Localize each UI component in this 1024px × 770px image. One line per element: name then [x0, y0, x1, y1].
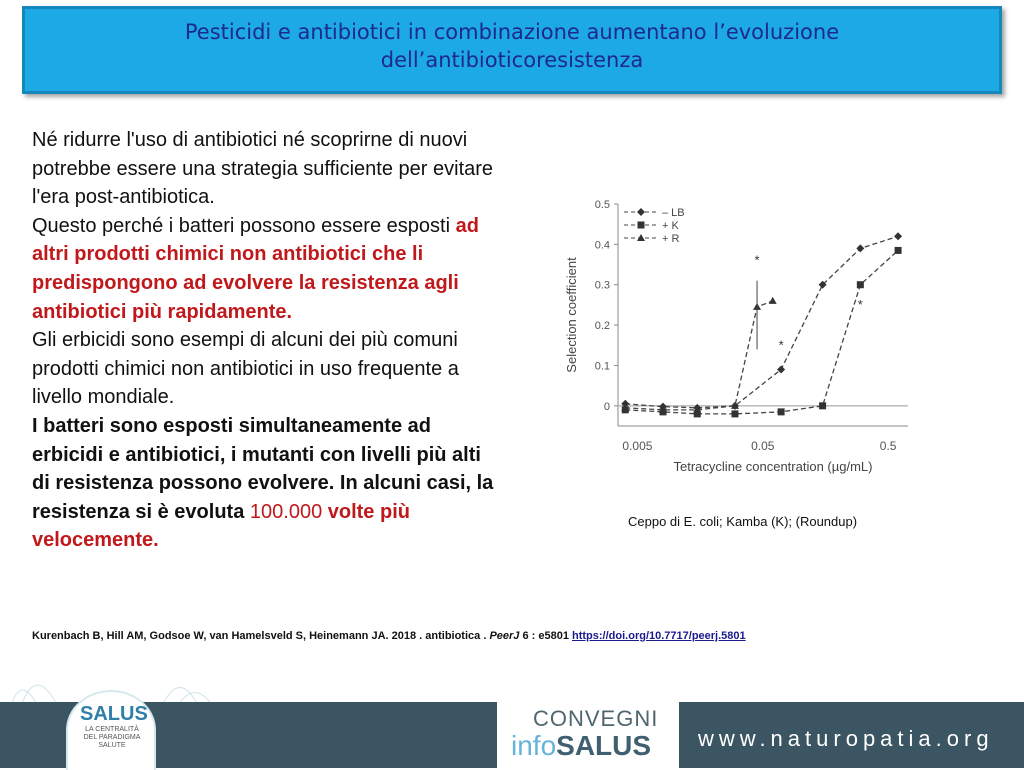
- y-tick-label: 0.5: [594, 199, 610, 211]
- reference-text: Kurenbach B, Hill AM, Godsoe W, van Hamelsveld S, Heinemann JA. 2018 . antibiotica .: [32, 630, 490, 642]
- paragraph-3: Gli erbicidi sono esempi di alcuni dei più comuni prodotti chimici non antibiotici in uso frequente a livello mondiale.: [32, 329, 459, 409]
- chart-point: [778, 408, 785, 415]
- chart-point: [769, 297, 777, 304]
- chart: [546, 190, 926, 482]
- x-tick-label: 0.05: [751, 439, 775, 453]
- website-link[interactable]: www.naturopatia.org: [698, 726, 994, 751]
- y-tick-label: 0.2: [594, 320, 610, 333]
- annotation-star: *: [857, 296, 863, 312]
- title-line-2: dell’antibioticoresistenza: [380, 48, 644, 72]
- reference: [32, 630, 746, 642]
- title-banner: [22, 6, 1002, 94]
- series-K: [622, 247, 902, 417]
- chart-point: [638, 222, 645, 229]
- convegni-label: CONVEGNI: [533, 706, 659, 731]
- salus-logo-tagline: LA CENTRALITÀ DEL PARADIGMA SALUTE: [83, 726, 141, 749]
- paragraph-1: Né ridurre l'uso di antibiotici né scoprirne di nuovi potrebbe essere una strategia sufficiente per evitare l'era post-antibiotica.: [32, 129, 494, 209]
- paragraph-2-highlight: ad altri prodotti chimici non antibiotici che li predispongono ad evolvere la resistenza agli antibiotici più rapidamente.: [32, 214, 479, 323]
- y-tick-label: 0.3: [594, 279, 610, 292]
- legend-label-K: + K: [662, 220, 679, 232]
- paragraph-2-start: Questo perché i batteri possono essere esposti: [32, 214, 456, 237]
- chart-point: [857, 281, 864, 288]
- legend-label-LB: – LB: [662, 207, 685, 219]
- doi-link[interactable]: https://doi.org/10.7717/peerj.5801: [572, 630, 746, 642]
- reference-rest: 6 : e5801: [519, 630, 573, 642]
- salus-logo-name: SALUS: [80, 703, 148, 725]
- page-title: [102, 18, 922, 74]
- annotation-star: *: [754, 252, 760, 268]
- paragraph-4-number: 100.000: [249, 500, 323, 523]
- paragraph-4-start: I batteri sono esposti simultaneamente ad erbicidi e antibiotici, i mutanti con livelli più alti di resistenza possono evolvere. In alcuni casi, la resistenza si è evoluta: [32, 414, 494, 523]
- series-line: [625, 236, 898, 408]
- annotation-star: *: [778, 337, 784, 353]
- y-tick-label: 0.1: [594, 360, 610, 373]
- chart-point: [894, 232, 902, 240]
- chart-caption: Ceppo di E. coli; Kamba (K); (Roundup): [628, 514, 858, 529]
- x-tick-label: 0.5: [879, 439, 897, 453]
- series-line: [625, 250, 898, 413]
- body-text: [32, 126, 502, 555]
- series-R: [621, 297, 776, 413]
- x-axis-label: Tetracycline concentration (µg/mL): [673, 459, 873, 474]
- chart-point: [637, 208, 645, 216]
- chart-svg: [546, 190, 926, 482]
- reference-journal: PeerJ: [489, 630, 520, 642]
- chart-point: [895, 247, 902, 254]
- x-tick-label: 0.005: [622, 439, 653, 453]
- chart-point: [856, 244, 864, 252]
- y-axis-label: Selection coefficient: [564, 257, 579, 373]
- infosalus-label: infoSALUS: [511, 730, 652, 761]
- chart-point: [731, 410, 738, 417]
- series-LB: [621, 232, 902, 412]
- y-tick-label: 0: [603, 400, 610, 413]
- title-line-1: Pesticidi e antibiotici in combinazione aumentano l’evoluzione: [184, 20, 840, 44]
- chart-point: [819, 402, 826, 409]
- y-tick-label: 0.4: [594, 239, 610, 252]
- legend-label-R: + R: [662, 233, 680, 245]
- paragraph-4-end: volte più velocemente.: [32, 500, 410, 552]
